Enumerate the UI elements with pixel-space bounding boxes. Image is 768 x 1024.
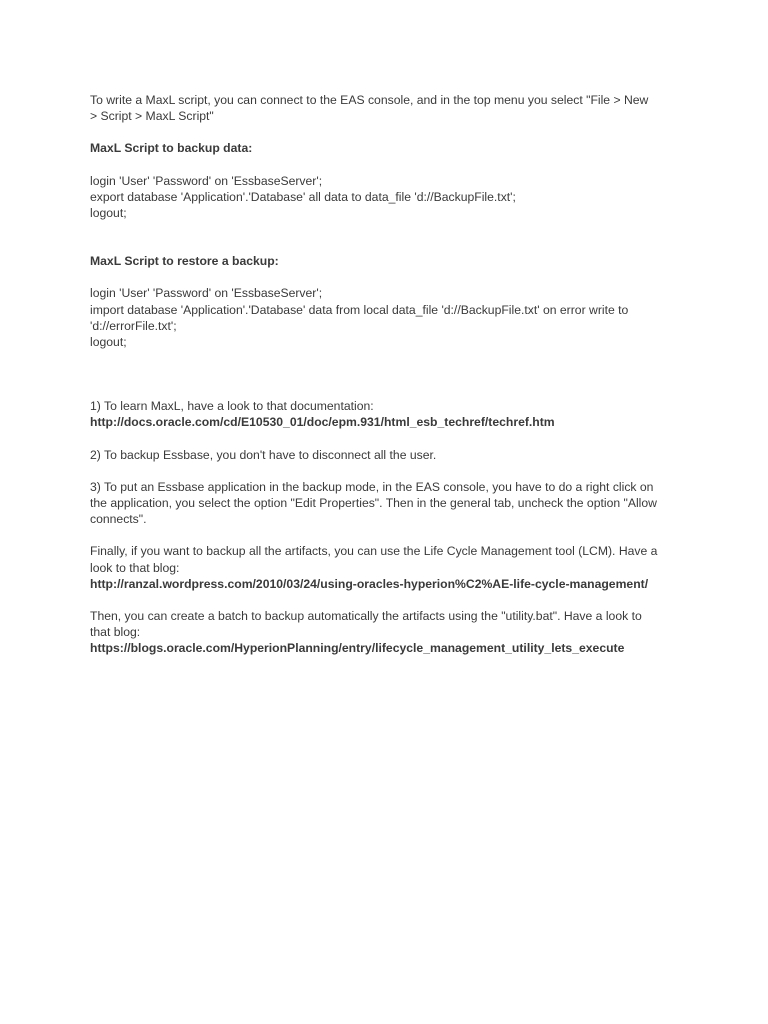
backup-script [90,173,682,222]
note-3-line: connects". [90,512,147,527]
document-page [90,92,682,657]
note-4-line: Finally, if you want to backup all the artifacts, you can use the Life Cycle Management tool (LCM). Have a [90,544,658,559]
note-3-line: 3) To put an Essbase application in the backup mode, in the EAS console, you have to do a right click on [90,479,654,494]
note-1-text: 1) To learn MaxL, have a look to that documentation: [90,399,374,414]
utility-blog-link[interactable]: https://blogs.oracle.com/HyperionPlanning/entry/lifecycle_management_utility_lets_execute [90,641,625,656]
note-4-line: look to that blog: [90,560,180,575]
note-3-line: the application, you select the option "Edit Properties". Then in the general tab, uncheck the option "Allow [90,496,657,511]
note-1 [90,398,682,430]
code-line: logout; [90,206,127,221]
note-5-line: Then, you can create a batch to backup automatically the artifacts using the "utility.bat". Have a look to [90,609,642,624]
code-line: 'd://errorFile.txt'; [90,318,177,333]
intro-line-1: To write a MaxL script, you can connect to the EAS console, and in the top menu you select "File > New [90,93,649,107]
intro-paragraph [90,92,682,124]
intro-line-2: > Script > MaxL Script" [90,109,214,124]
note-3 [90,479,682,528]
restore-script [90,285,682,350]
note-2: 2) To backup Essbase, you don't have to disconnect all the user. [90,447,437,462]
documentation-link[interactable]: http://docs.oracle.com/cd/E10530_01/doc/epm.931/html_esb_techref/techref.htm [90,415,555,430]
restore-heading: MaxL Script to restore a backup: [90,254,279,269]
lcm-blog-link[interactable]: http://ranzal.wordpress.com/2010/03/24/using-oracles-hyperion%C2%AE-life-cycle-management/ [90,576,649,591]
code-line: login 'User' 'Password' on 'EssbaseServer'; [90,173,323,188]
code-line: import database 'Application'.'Database' data from local data_file 'd://BackupFile.txt' on error write to [90,302,629,317]
backup-heading: MaxL Script to backup data: [90,141,253,156]
note-5 [90,608,682,657]
note-5-line: that blog: [90,625,141,640]
code-line: export database 'Application'.'Database' all data to data_file 'd://BackupFile.txt'; [90,189,516,204]
code-line: logout; [90,335,127,350]
code-line: login 'User' 'Password' on 'EssbaseServer'; [90,286,323,301]
note-4 [90,543,682,592]
